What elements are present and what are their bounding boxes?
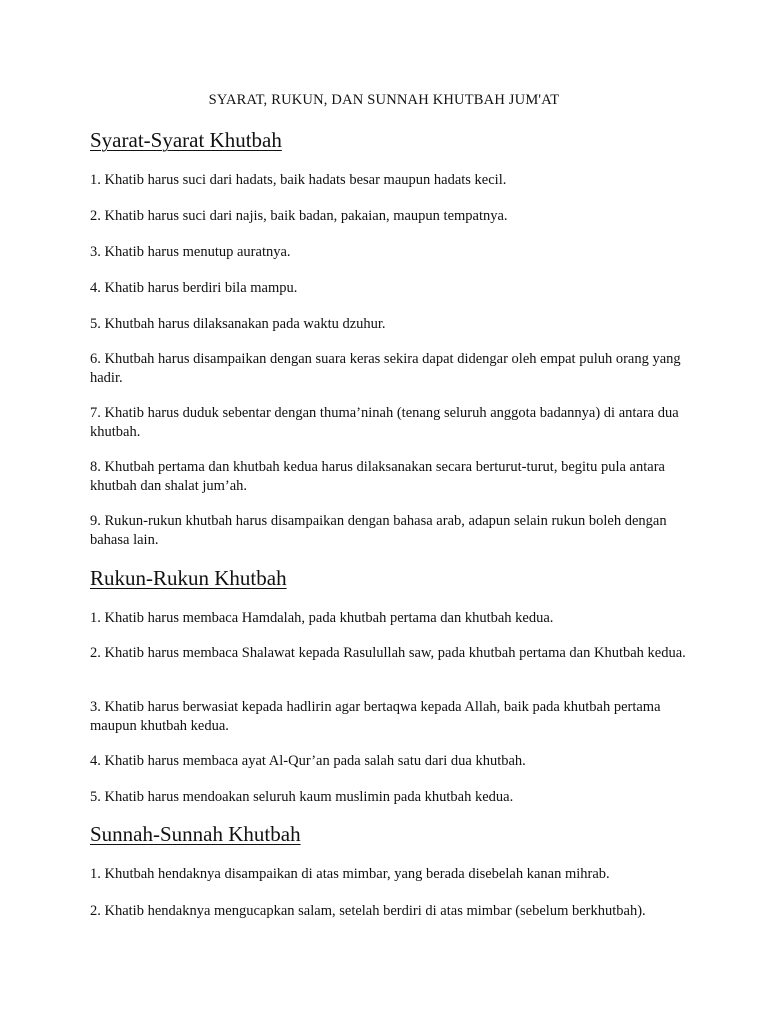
list-item: 1. Khatib harus membaca Hamdalah, pada khutbah pertama dan khutbah kedua. [90, 610, 554, 626]
list-item: 6. Khutbah harus disampaikan dengan suara keras sekira dapat didengar oleh empat puluh orang yang hadir. [90, 351, 681, 386]
list-item: 7. Khatib harus duduk sebentar dengan thuma’ninah (tenang seluruh anggota badannya) di antara dua khutbah. [90, 405, 679, 440]
list-item: 9. Rukun-rukun khutbah harus disampaikan dengan bahasa arab, adapun selain rukun boleh dengan bahasa lain. [90, 513, 667, 548]
section-heading-sunnah: Sunnah-Sunnah Khutbah [90, 822, 301, 846]
list-item: 5. Khutbah harus dilaksanakan pada waktu dzuhur. [90, 316, 386, 332]
list-item: 3. Khatib harus berwasiat kepada hadlirin agar bertaqwa kepada Allah, baik pada khutbah pertama maupun khutbah kedua. [90, 699, 661, 734]
list-item: 4. Khatib harus berdiri bila mampu. [90, 280, 298, 296]
list-item: 4. Khatib harus membaca ayat Al-Qur’an pada salah satu dari dua khutbah. [90, 753, 526, 769]
list-item: 2. Khatib hendaknya mengucapkan salam, setelah berdiri di atas mimbar (sebelum berkhutbah). [90, 903, 646, 919]
list-item: 8. Khutbah pertama dan khutbah kedua harus dilaksanakan secara berturut-turut, begitu pula antara khutbah dan shalat jum’ah. [90, 459, 665, 494]
section-heading-rukun: Rukun-Rukun Khutbah [90, 566, 287, 590]
list-item: 2. Khatib harus membaca Shalawat kepada Rasulullah saw, pada khutbah pertama dan Khutbah kedua. [90, 645, 686, 661]
list-item: 1. Khatib harus suci dari hadats, baik hadats besar maupun hadats kecil. [90, 172, 507, 188]
list-item: 2. Khatib harus suci dari najis, baik badan, pakaian, maupun tempatnya. [90, 208, 508, 224]
list-item: 1. Khutbah hendaknya disampaikan di atas mimbar, yang berada disebelah kanan mihrab. [90, 866, 610, 882]
section-heading-syarat: Syarat-Syarat Khutbah [90, 128, 282, 152]
list-item: 5. Khatib harus mendoakan seluruh kaum muslimin pada khutbah kedua. [90, 789, 514, 805]
list-item: 3. Khatib harus menutup auratnya. [90, 244, 291, 260]
document-title: SYARAT, RUKUN, DAN SUNNAH KHUTBAH JUM'AT [208, 92, 560, 108]
